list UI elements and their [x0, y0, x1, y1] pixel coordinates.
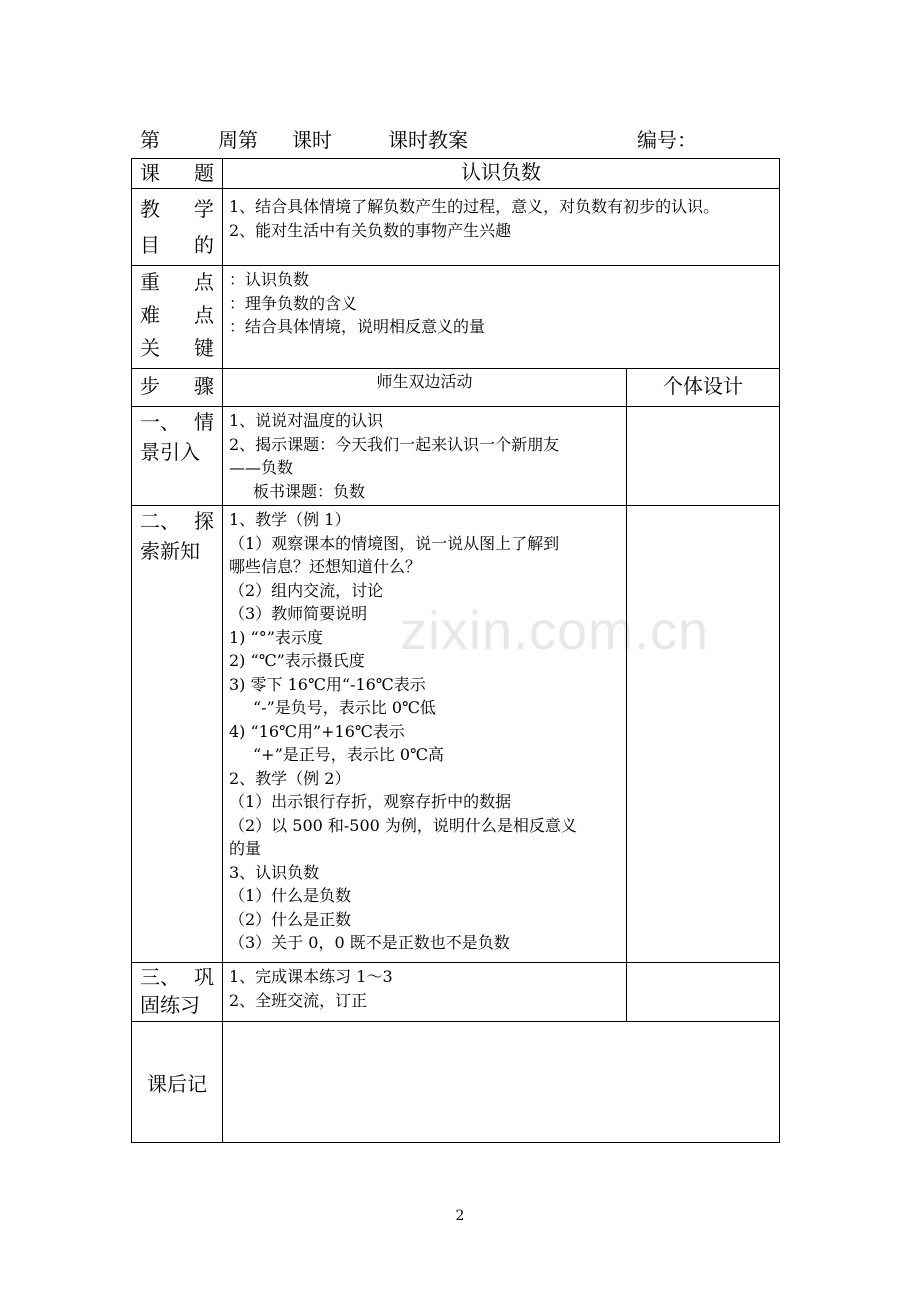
- objectives-content: [223, 189, 780, 266]
- watermark: zixin.com.cn: [400, 601, 710, 661]
- individual-design-cell: [627, 407, 780, 506]
- individual-design-cell: [627, 506, 780, 963]
- section-content: 1、教学（例 1） （1）观察课本的情境图，说一说从图上了解到 哪些信息？还想知道什么？ （2）组内交流，讨论 （3）教师简要说明 1) “°”表示度 2) “℃”表示摄氏度 3) 零下 16℃用“-16℃表示 “-”是负号，表示比 0℃低 4) “16℃用”+16℃表示 “+”是正号，表示比 0℃高 2、教学（例 2） （1）出示银行存折，观察存折中的数据 （2）以 500 和-500 为例，说明什么是相反意义 的量 3、认识负数 （1）什么是负数 （2）什么是正数 （3）关于 0，0 既不是正数也不是负数: [223, 506, 627, 963]
- topic-label: 课 题: [132, 159, 223, 189]
- week-label: 第: [140, 128, 160, 152]
- section-label: 三、 巩 固练习: [132, 963, 223, 1022]
- key-item: ：认识负数: [229, 270, 310, 289]
- objectives-label: 教 学 目 的: [132, 189, 223, 266]
- keys-row: [132, 266, 780, 369]
- steps-label: 步 骤: [132, 369, 223, 407]
- topic-row: [132, 159, 780, 189]
- individual-design-cell: [627, 963, 780, 1022]
- section-content: 1、说说对温度的认识 2、揭示课题：今天我们一起来认识一个新朋友 ——负数 板书课题：负数: [223, 407, 627, 506]
- after-class-content: [223, 1022, 780, 1143]
- section-label: 二、 探 索新知: [132, 506, 223, 963]
- number-label: 编号：: [637, 128, 697, 152]
- after-class-label: 课后记: [132, 1022, 223, 1143]
- key-item: ：理争负数的含义: [229, 293, 358, 313]
- week-lesson-label: 周第: [218, 128, 258, 152]
- steps-header-row: [132, 369, 780, 407]
- objectives-row: [132, 189, 780, 266]
- objective-item: 2、能对生活中有关负数的事物产生兴趣: [229, 220, 512, 240]
- key-item: ：结合具体情境，说明相反意义的量: [229, 317, 486, 336]
- lesson-label: 课时: [292, 128, 332, 152]
- keys-label: 重 点 难 点 关 键: [132, 266, 223, 369]
- page-number: 2: [455, 1208, 465, 1224]
- section-row: [132, 407, 780, 506]
- after-class-row: [132, 1022, 780, 1143]
- objective-item: 1、结合具体情境了解负数产生的过程，意义，对负数有初步的认识。: [229, 197, 720, 216]
- topic-value: 认识负数: [223, 159, 780, 189]
- activities-header: 师生双边活动: [223, 369, 627, 407]
- keys-content: [223, 266, 780, 369]
- section-label: 一、 情 景引入: [132, 407, 223, 506]
- section-content: 1、完成课本练习 1～3 2、全班交流，订正: [223, 963, 627, 1022]
- individual-header: 个体设计: [627, 369, 780, 407]
- section-row: [132, 963, 780, 1022]
- page-header: [0, 120, 920, 152]
- section-row: [132, 506, 780, 963]
- plan-title: 课时教案: [388, 128, 468, 152]
